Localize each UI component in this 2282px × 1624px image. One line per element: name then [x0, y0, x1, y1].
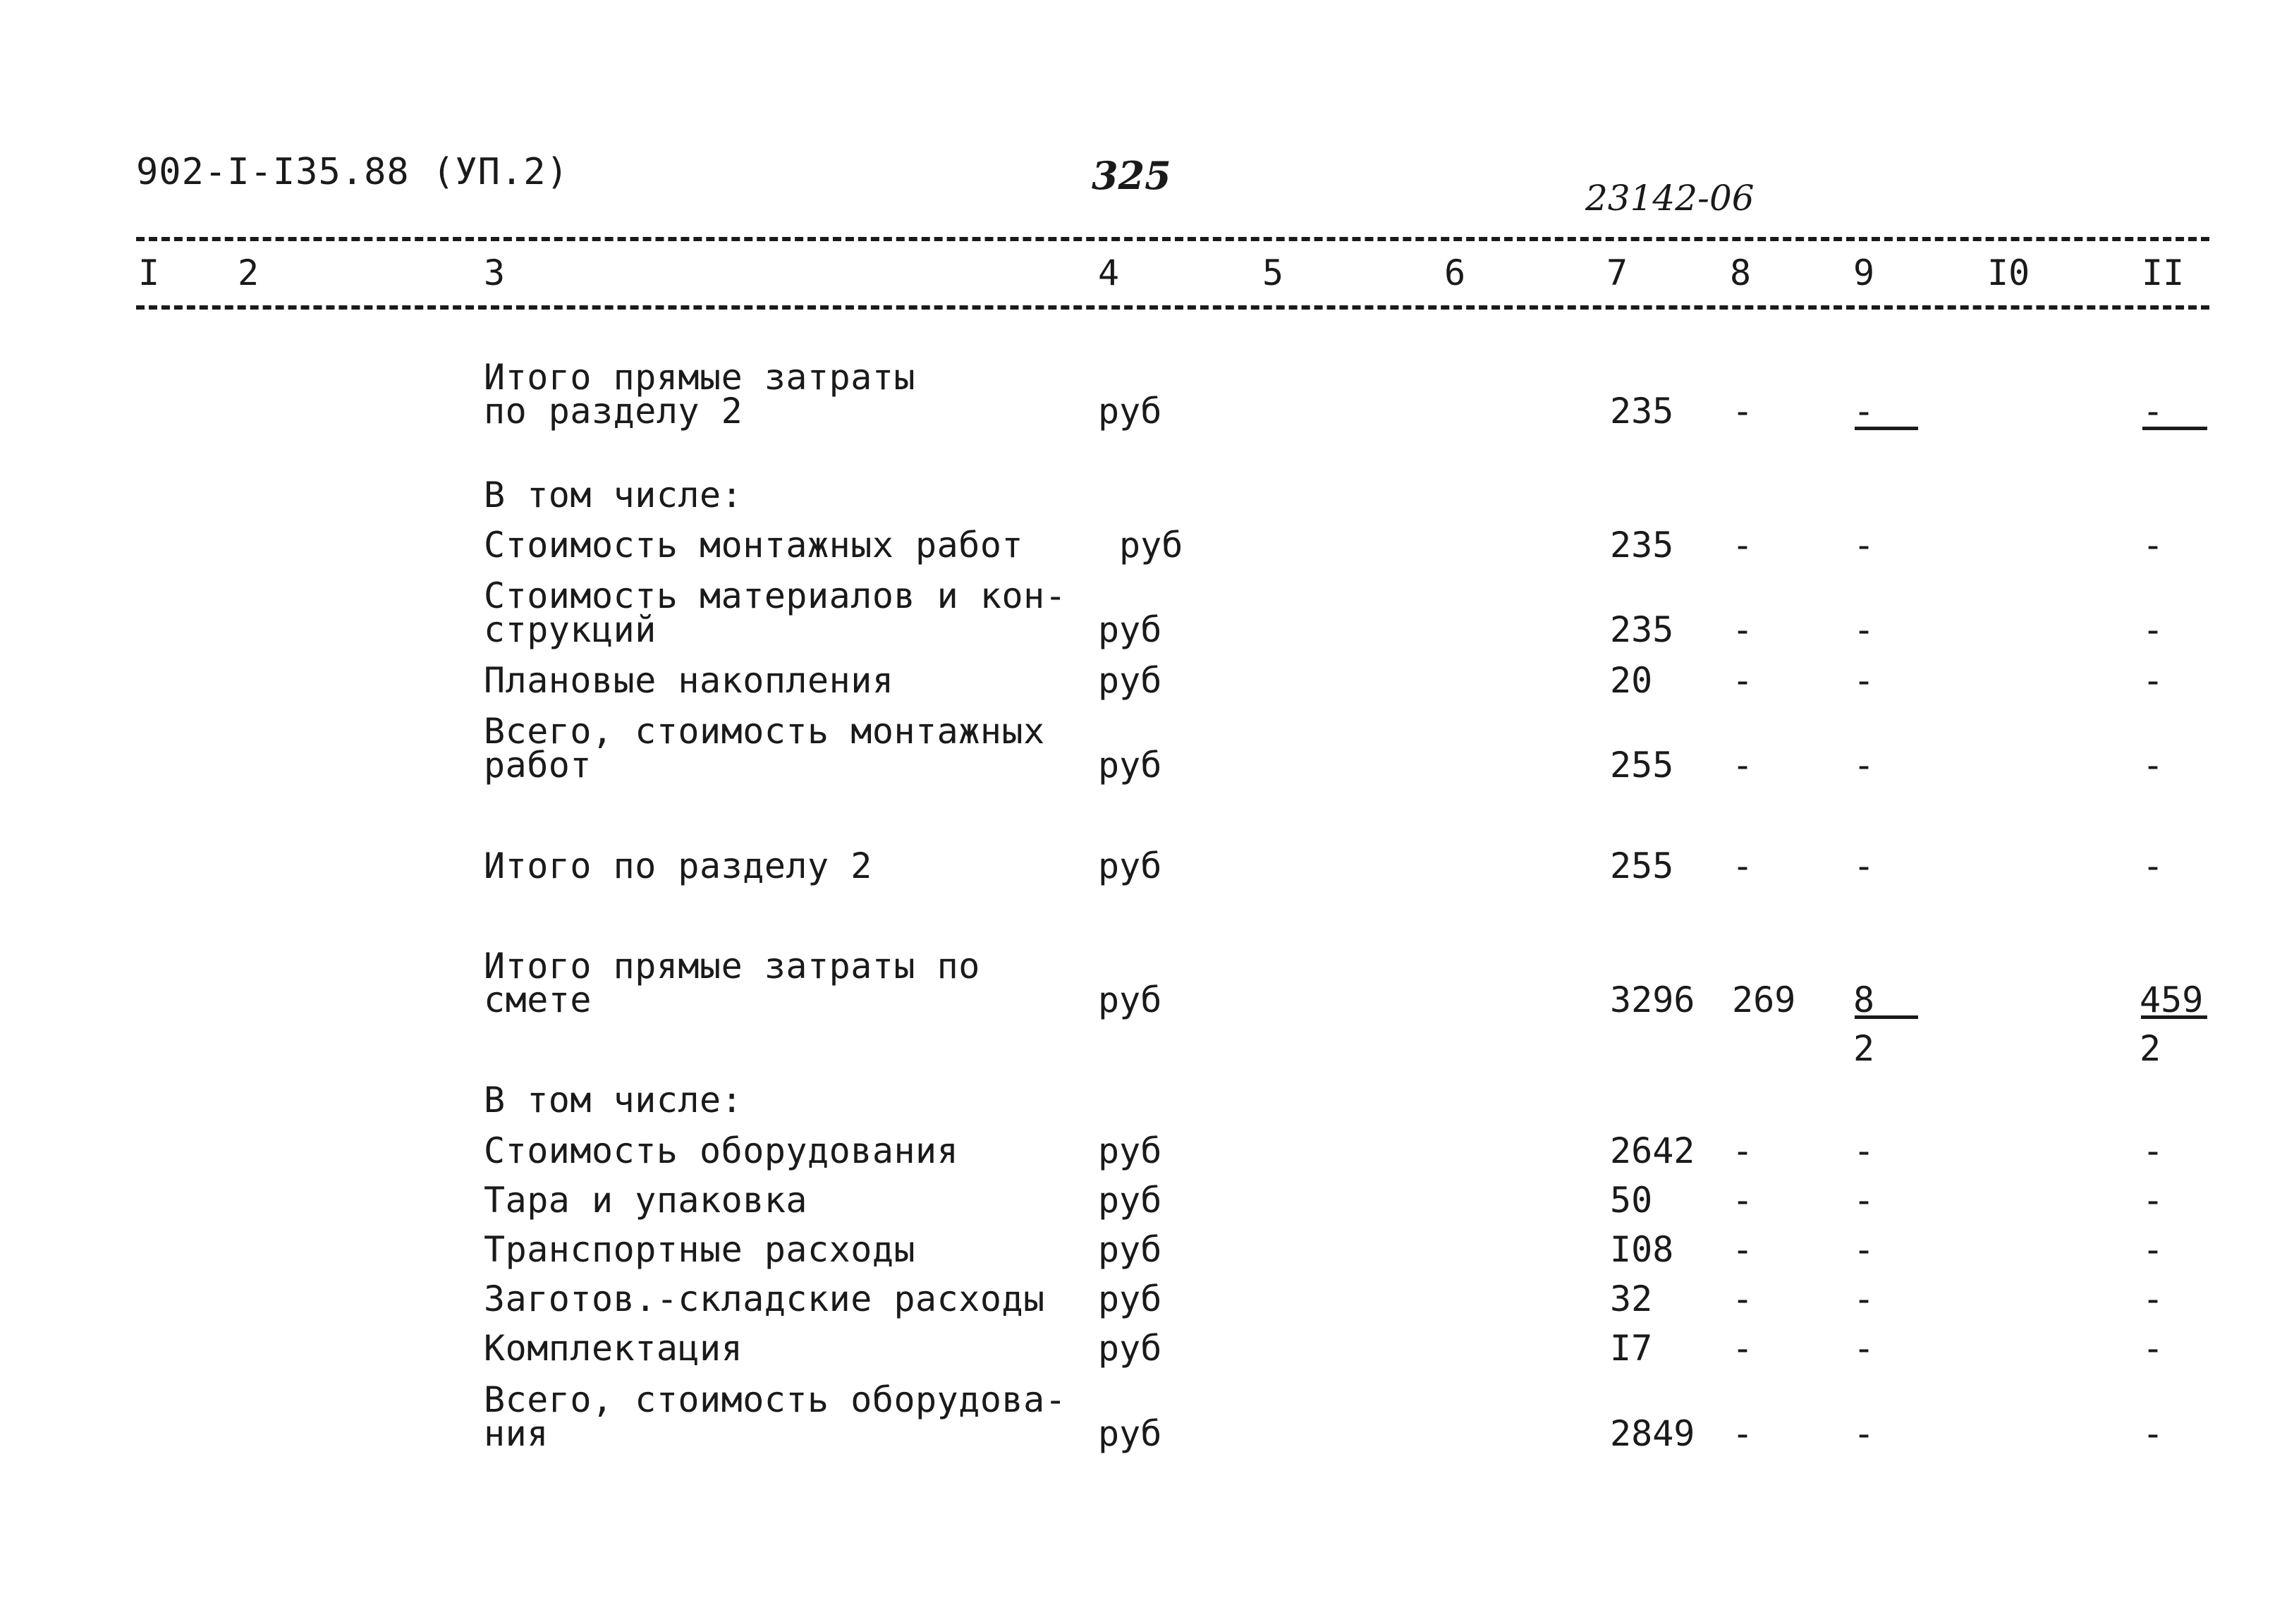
row-description-line: Стоимость оборудования	[484, 1130, 959, 1171]
row-unit: руб	[1098, 979, 1162, 1020]
header-bottom-rule	[136, 305, 2209, 310]
row-col11: -	[2142, 845, 2164, 886]
row-col8: -	[1732, 1278, 1754, 1319]
row-col7: 235	[1610, 609, 1674, 650]
row-description-line: Итого прямые затраты по	[484, 946, 980, 987]
row-description-line: Всего, стоимость оборудова-	[484, 1379, 1067, 1420]
row-col11: -	[2142, 1229, 2164, 1270]
section-subheading: В том числе:	[484, 475, 743, 515]
row-col9: -	[1853, 1229, 1875, 1270]
row-col9: -	[1853, 1130, 1875, 1171]
row-col8: -	[1732, 845, 1754, 886]
row-description-line: Комплектация	[484, 1328, 743, 1369]
row-col8: 269	[1732, 979, 1796, 1020]
row-description-line: Заготов.-складские расходы	[484, 1278, 1045, 1319]
row-col7: I08	[1610, 1229, 1674, 1270]
row-description-line: по разделу 2	[484, 391, 743, 432]
row-col7: 2642	[1610, 1130, 1695, 1171]
col-num-10: I0	[1987, 252, 2030, 293]
row-col8: -	[1732, 660, 1754, 701]
row-col9: -	[1853, 391, 1875, 432]
col9-denominator: 2	[1853, 1028, 1875, 1069]
row-col9: -	[1853, 1413, 1875, 1454]
row-col8: -	[1732, 391, 1754, 432]
row-col11: -	[2142, 1180, 2164, 1221]
col9-underline	[1855, 427, 1918, 430]
row-description-line: Всего, стоимость монтажных	[484, 711, 1045, 752]
row-col9: -	[1853, 745, 1875, 786]
row-col11: -	[2142, 1328, 2164, 1369]
document-code: 902-I-I35.88 (УП.2)	[136, 151, 569, 193]
row-unit: руб	[1119, 525, 1183, 566]
row-description-line: Тара и упаковка	[484, 1180, 808, 1221]
col-num-4: 4	[1098, 252, 1120, 293]
row-description-line: Стоимость материалов и кон-	[484, 575, 1067, 616]
col-num-8: 8	[1730, 252, 1752, 293]
row-col11: -	[2142, 660, 2164, 701]
col-num-7: 7	[1606, 252, 1628, 293]
col11-fraction-bar	[2141, 1015, 2207, 1019]
col-num-1: I	[138, 252, 160, 293]
row-description-line: работ	[484, 745, 592, 786]
row-col11: -	[2142, 1413, 2164, 1454]
row-col8: -	[1732, 745, 1754, 786]
header-top-rule	[136, 237, 2209, 241]
row-unit: руб	[1098, 1180, 1162, 1221]
row-col8: -	[1732, 609, 1754, 650]
row-col9: -	[1853, 845, 1875, 886]
row-col7: 2849	[1610, 1413, 1695, 1454]
row-unit: руб	[1098, 1328, 1162, 1369]
row-description-line: Итого по разделу 2	[484, 845, 872, 886]
row-col7: I7	[1610, 1328, 1653, 1369]
row-unit: руб	[1098, 1130, 1162, 1171]
col11-numerator: 459	[2140, 979, 2204, 1020]
row-description-line: Плановые накопления	[484, 660, 894, 701]
row-unit: руб	[1098, 845, 1162, 886]
row-description-line: Стоимость монтажных работ	[484, 525, 1024, 566]
row-col9: -	[1853, 525, 1875, 566]
row-col7: 50	[1610, 1180, 1653, 1221]
row-unit: руб	[1098, 1413, 1162, 1454]
col11-underline	[2142, 427, 2207, 430]
row-col7: 255	[1610, 745, 1674, 786]
row-col7: 20	[1610, 660, 1653, 701]
col-num-6: 6	[1444, 252, 1466, 293]
row-unit: руб	[1098, 391, 1162, 432]
col11-denominator: 2	[2140, 1028, 2161, 1069]
row-col9: -	[1853, 1328, 1875, 1369]
row-col8: -	[1732, 1130, 1754, 1171]
row-unit: руб	[1098, 745, 1162, 786]
col-num-5: 5	[1262, 252, 1284, 293]
row-col7: 3296	[1610, 979, 1695, 1020]
row-unit: руб	[1098, 609, 1162, 650]
row-col11: -	[2142, 745, 2164, 786]
page-number: 325	[1092, 153, 1171, 198]
row-col11: -	[2142, 609, 2164, 650]
col-num-3: 3	[484, 252, 506, 293]
col-num-11: II	[2142, 252, 2185, 293]
section-subheading: В том числе:	[484, 1080, 743, 1121]
row-description-line: смете	[484, 979, 592, 1020]
row-col11: -	[2142, 1278, 2164, 1319]
row-col9: -	[1853, 1180, 1875, 1221]
col-num-9: 9	[1853, 252, 1875, 293]
row-col8: -	[1732, 1328, 1754, 1369]
row-col11: -	[2142, 525, 2164, 566]
sheet-code: 23142-06	[1585, 178, 1755, 219]
row-description-line: ния	[484, 1413, 549, 1454]
row-col8: -	[1732, 1229, 1754, 1270]
row-description-line: струкций	[484, 609, 657, 650]
row-unit: руб	[1098, 660, 1162, 701]
row-col7: 32	[1610, 1278, 1653, 1319]
col-num-2: 2	[238, 252, 260, 293]
row-col9: -	[1853, 609, 1875, 650]
col9-fraction-bar	[1855, 1015, 1918, 1019]
row-col8: -	[1732, 1413, 1754, 1454]
row-col8: -	[1732, 1180, 1754, 1221]
row-unit: руб	[1098, 1278, 1162, 1319]
row-col7: 255	[1610, 845, 1674, 886]
row-col8: -	[1732, 525, 1754, 566]
col9-numerator: 8	[1853, 979, 1875, 1020]
row-col9: -	[1853, 1278, 1875, 1319]
row-unit: руб	[1098, 1229, 1162, 1270]
row-description-line: Итого прямые затраты	[484, 357, 916, 398]
row-col11: -	[2142, 391, 2164, 432]
row-col7: 235	[1610, 391, 1674, 432]
row-col11: -	[2142, 1130, 2164, 1171]
row-col7: 235	[1610, 525, 1674, 566]
row-description-line: Транспортные расходы	[484, 1229, 916, 1270]
row-col9: -	[1853, 660, 1875, 701]
